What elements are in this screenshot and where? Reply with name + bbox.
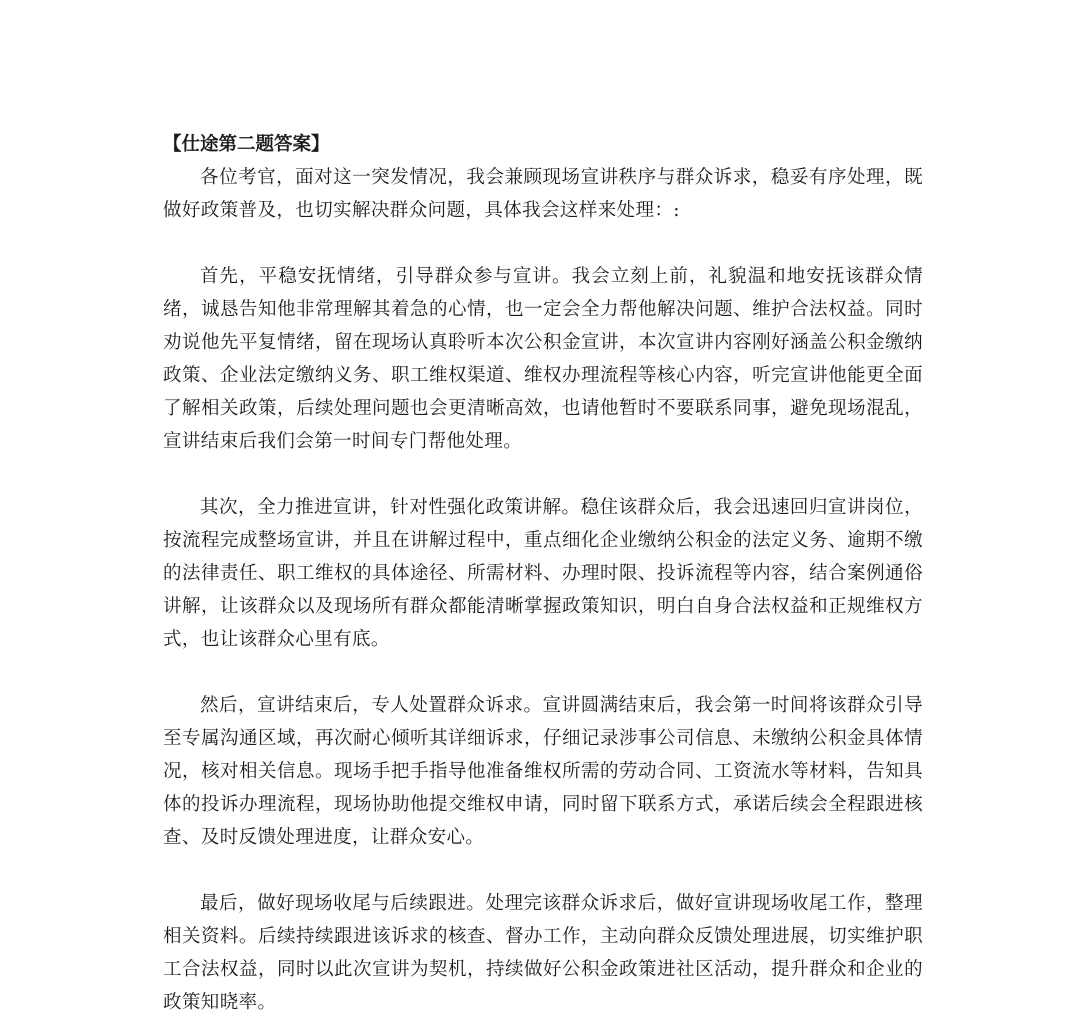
paragraph-first: 首先，平稳安抚情绪，引导群众参与宣讲。我会立刻上前，礼貌温和地安抚该群众情绪，诚恳告知他非常理解其着急的心情，也一定会全力帮他解决问题、维护合法权益。同时劝说他先平复情绪，留在现场认真聆听本次公积金宣讲，本次宣讲内容刚好涵盖公积金缴纳政策、企业法定缴纳义务、职工维权渠道、维权办理流程等核心内容，听完宣讲他能更全面了解相关政策，后续处理问题也会更清晰高效，也请他暂时不要联系同事，避免现场混乱，宣讲结束后我们会第一时间专门帮他处理。 (163, 266, 923, 452)
paragraph-second: 其次，全力推进宣讲，针对性强化政策讲解。稳住该群众后，我会迅速回归宣讲岗位，按流程完成整场宣讲，并且在讲解过程中，重点细化企业缴纳公积金的法定义务、逾期不缴的法律责任、职工维权的具体途径、所需材料、办理时限、投诉流程等内容，结合案例通俗讲解，让该群众以及现场所有群众都能清晰掌握政策知识，明白自身合法权益和正规维权方式，也让该群众心里有底。 (163, 497, 923, 650)
paragraph-gap (163, 458, 923, 491)
document-title: 【仕途第二题答案】 (163, 134, 330, 155)
paragraph-gap (163, 656, 923, 689)
document-body (163, 128, 923, 1019)
paragraph-gap (163, 854, 923, 887)
paragraph-fourth: 最后，做好现场收尾与后续跟进。处理完该群众诉求后，做好宣讲现场收尾工作，整理相关资料。后续持续跟进该诉求的核查、督办工作，主动向群众反馈处理进展，切实维护职工合法权益，同时以此次宣讲为契机，持续做好公积金政策进社区活动，提升群众和企业的政策知晓率。 (163, 893, 923, 1013)
paragraph-gap (163, 227, 923, 260)
paragraph-third: 然后，宣讲结束后，专人处置群众诉求。宣讲圆满结束后，我会第一时间将该群众引导至专属沟通区域，再次耐心倾听其详细诉求，仔细记录涉事公司信息、未缴纳公积金具体情况，核对相关信息。现场手把手指导他准备维权所需的劳动合同、工资流水等材料，告知具体的投诉办理流程，现场协助他提交维权申请，同时留下联系方式，承诺后续会全程跟进核查、及时反馈处理进度，让群众安心。 (163, 695, 923, 848)
paragraph-intro: 各位考官，面对这一突发情况，我会兼顾现场宣讲秩序与群众诉求，稳妥有序处理，既做好政策普及，也切实解决群众问题，具体我会这样来处理：: (163, 167, 923, 221)
